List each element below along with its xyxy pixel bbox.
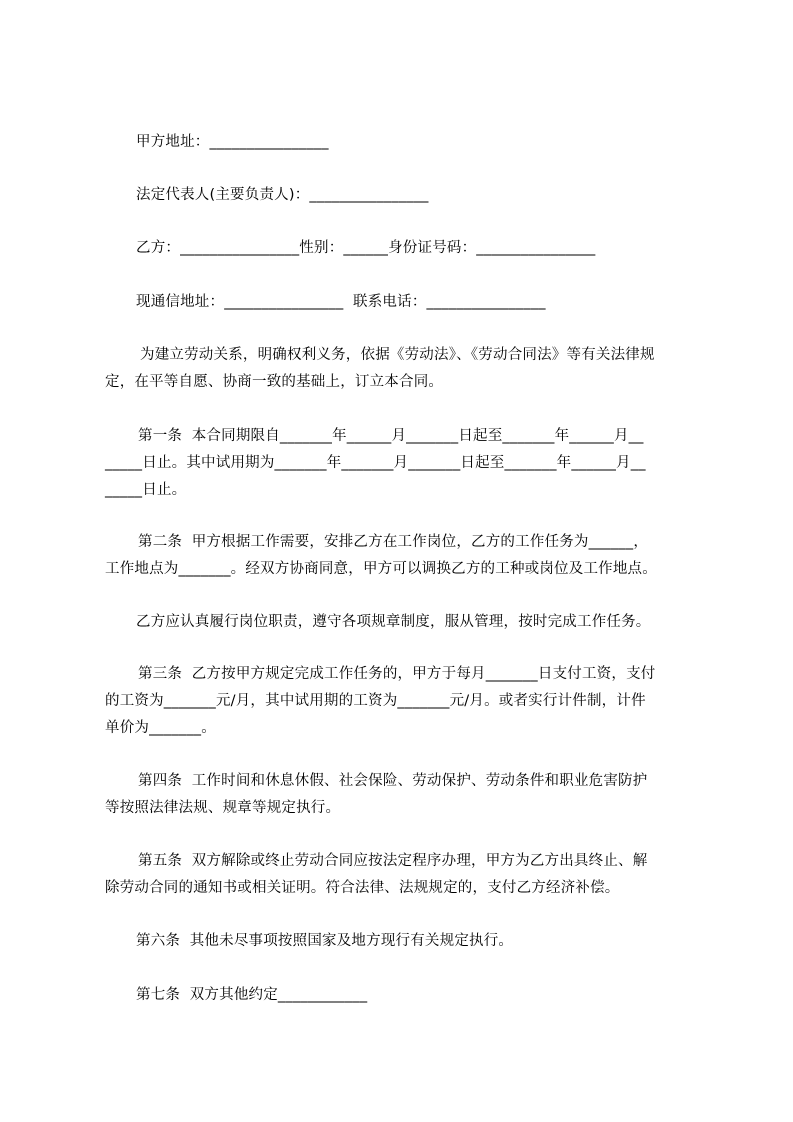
article6: 第六条 其他未尽事项按照国家及地方现行有关规定执行。 — [136, 933, 514, 949]
article1-line-3: _____日止。 — [105, 482, 187, 498]
contact-info: 现通信地址：________________ 联系电话：________________ — [136, 294, 546, 310]
article3-line-2: 的工资为_______元/月，其中试用期的工资为_______元/月。或者实行计件制，计件 — [105, 693, 646, 709]
article5-line-1: 第五条 双方解除或终止劳动合同应按法定程序办理，甲方为乙方出具终止、解 — [138, 853, 648, 869]
article5-line-2: 除劳动合同的通知书或相关证明。符合法律、法规规定的，支付乙方经济补偿。 — [105, 880, 620, 896]
article1-line-2: _____日止。其中试用期为_______年_______月_______日起至_______年______月__ — [105, 455, 646, 471]
party-a-address: 甲方地址：________________ — [136, 134, 329, 150]
article4-line-2: 等按照法律法规、规章等规定执行。 — [105, 800, 341, 816]
legal-representative: 法定代表人(主要负责人)：________________ — [136, 187, 429, 203]
preamble-line-1: 为建立劳动关系，明确权利义务，依据《劳动法》、《劳动合同法》等有关法律规 — [140, 347, 655, 363]
article7: 第七条 双方其他约定____________ — [136, 987, 368, 1003]
article3-line-1: 第三条 乙方按甲方规定完成工作任务的，甲方于每月_______日支付工资，支付 — [138, 666, 656, 682]
duty-statement: 乙方应认真履行岗位职责，遵守各项规章制度，服从管理，按时完成工作任务。 — [136, 614, 651, 630]
article3-line-3: 单价为_______。 — [105, 720, 216, 736]
article2-line-2: 工作地点为_______。经双方协商同意，甲方可以调换乙方的工种或岗位及工作地点。 — [105, 561, 657, 577]
article4-line-1: 第四条 工作时间和休息休假、社会保险、劳动保护、劳动条件和职业危害防护 — [138, 773, 648, 789]
article1-line-1: 第一条 本合同期限自_______年______月_______日起至_______年______月__ — [138, 428, 644, 444]
party-b-info: 乙方：________________性别：______身份证号码：________________ — [136, 240, 596, 256]
article2-line-1: 第二条 甲方根据工作需要，安排乙方在工作岗位，乙方的工作任务为______， — [138, 534, 649, 550]
preamble-line-2: 定，在平等自愿、协商一致的基础上，订立本合同。 — [105, 374, 444, 390]
